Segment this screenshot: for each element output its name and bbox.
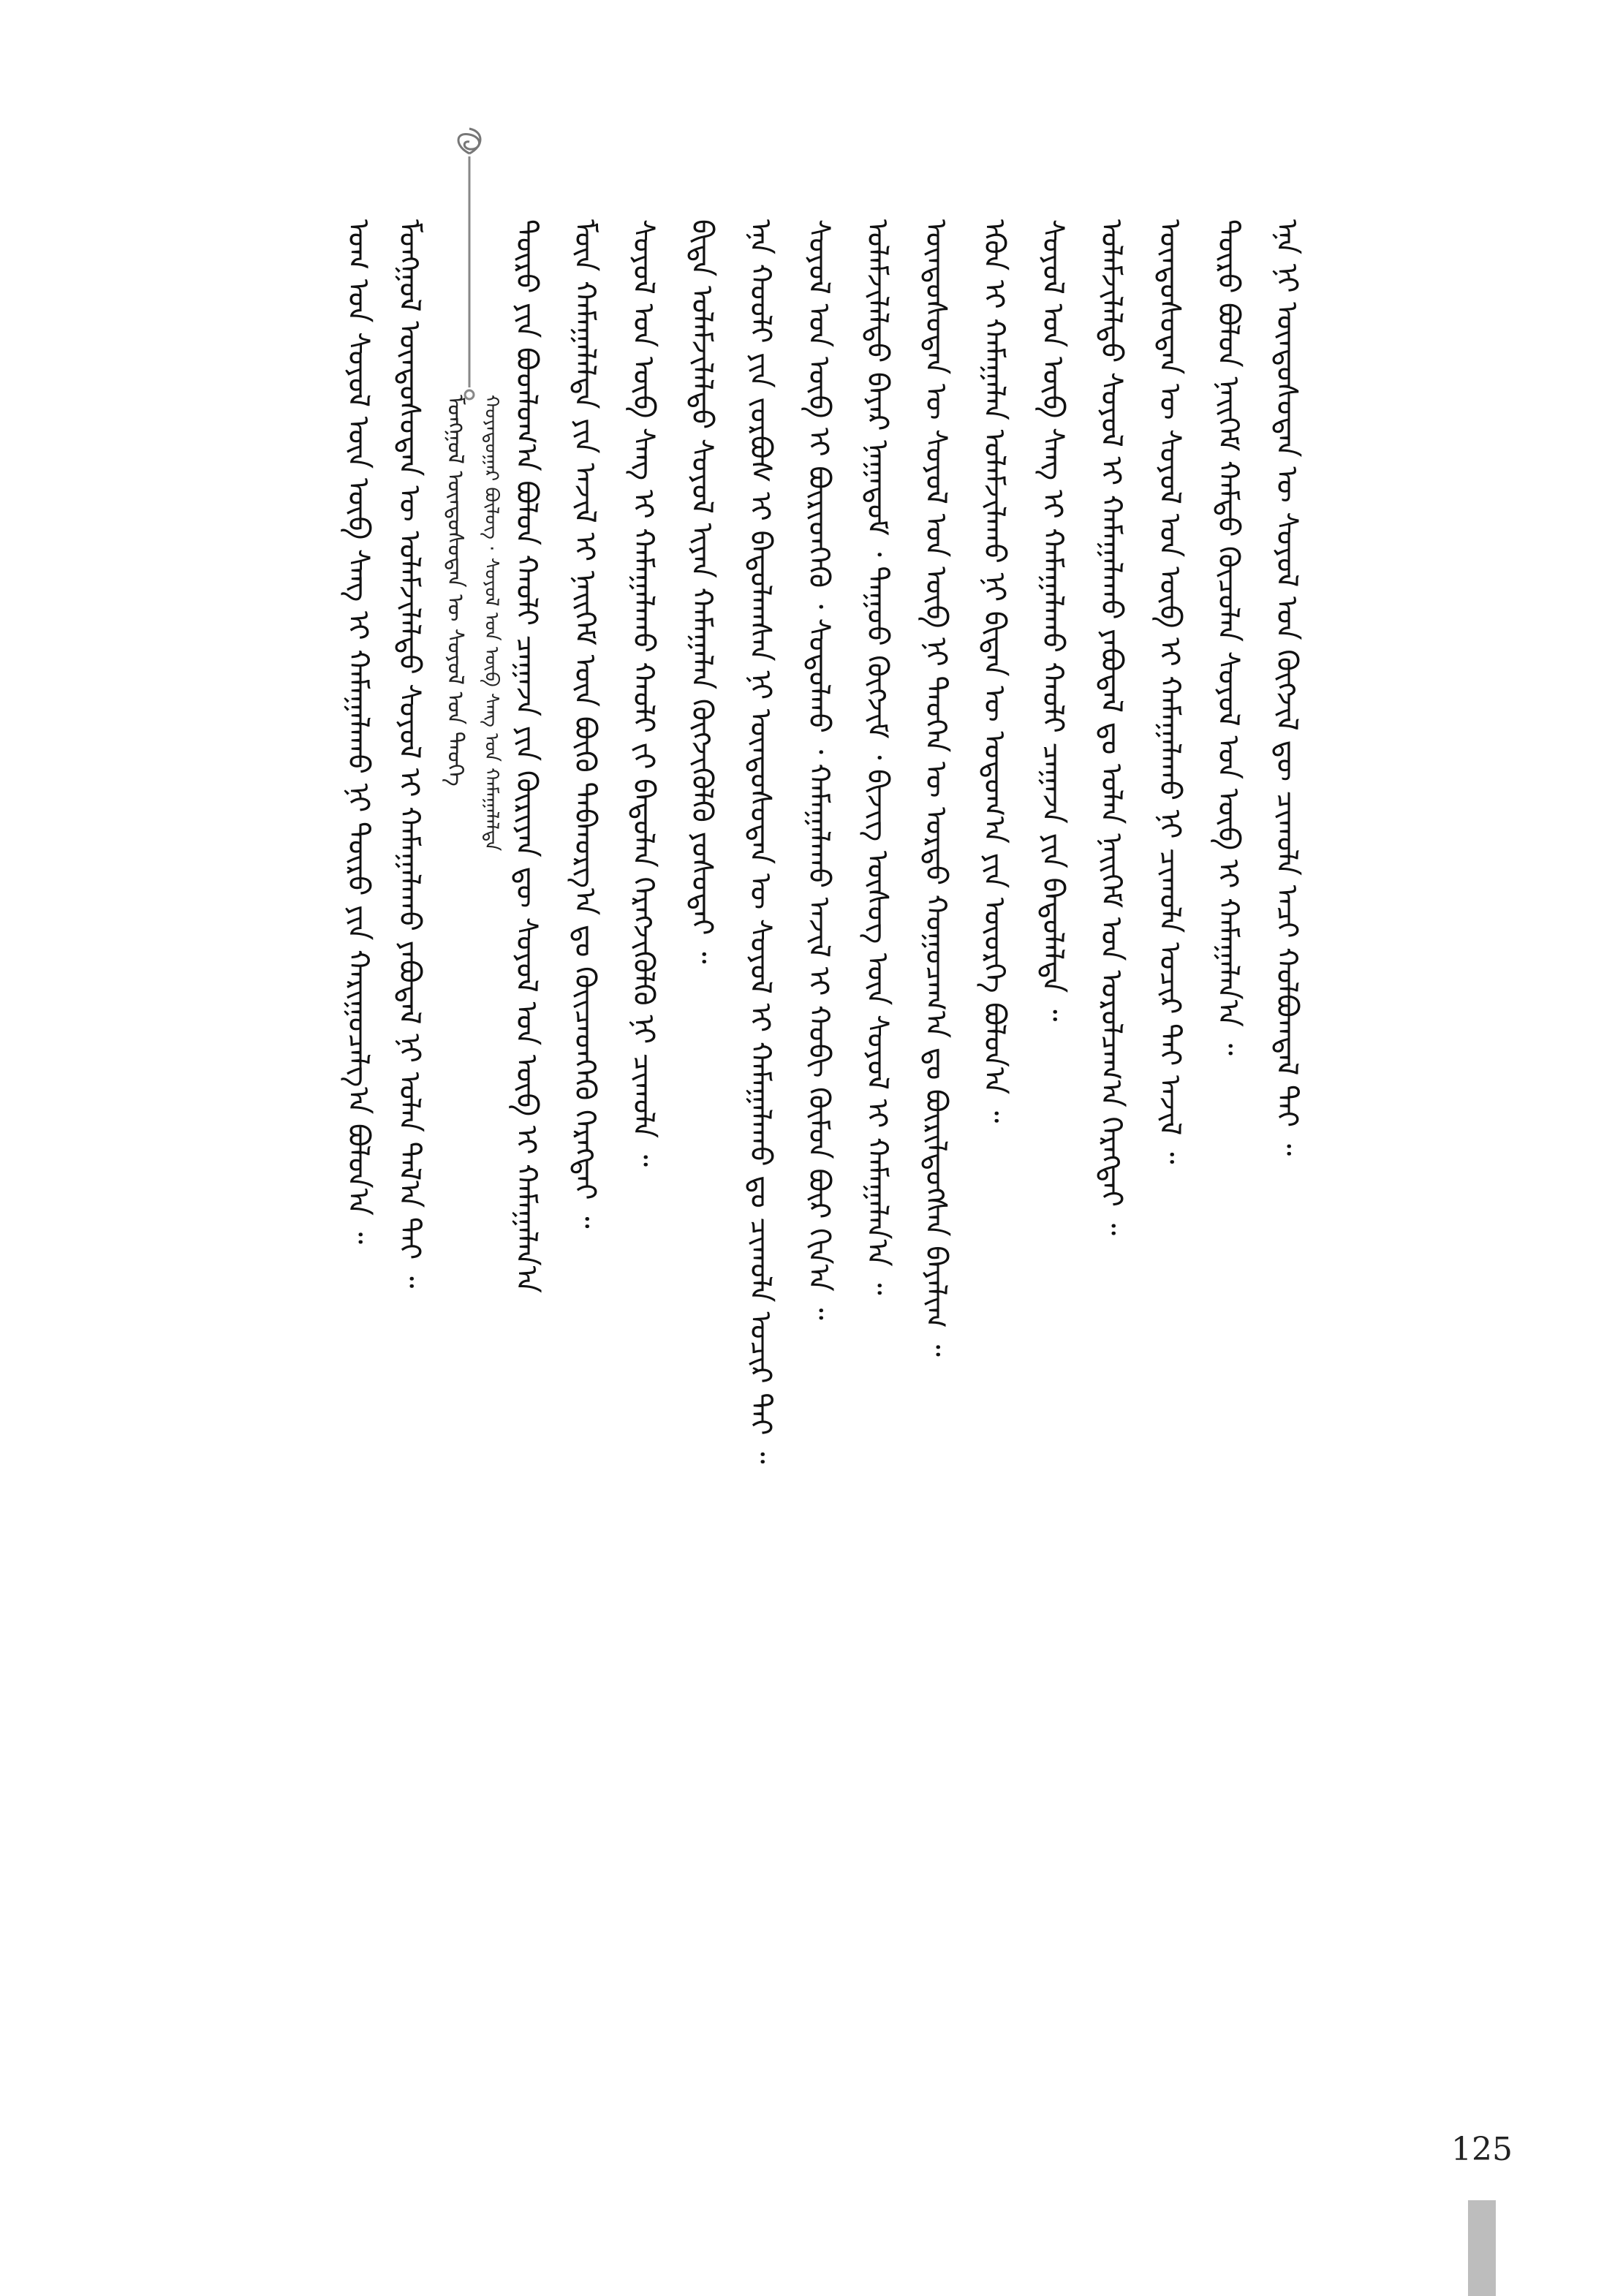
text-column: ᠡᠨᠡ ᠬᠤᠤᠯᠢ ᠶᠢᠨ ᠵᠤᠷᠪᠤᠰ ᠢ ᠪᠠᠲᠤᠯᠠᠭᠰᠠᠨ ᠨᠢ ᠦᠨᠳᠦᠰᠦᠲᠡᠨ ᠦ ᠰᠣᠶᠣᠯ ᠢ ᠬᠠᠮᠠᠭᠠᠯᠠᠬᠤ ᠳᠤ ᠴᠢᠬᠤᠯᠠ ᠤᠴᠢᠷ ᠲᠠᠢ ᠃: [744, 219, 777, 1464]
text-column: ᠤᠯᠠᠮᠵᠢᠯᠠᠯᠲᠤ ᠪᠠᠶᠠᠷ ᠨᠠᠭᠠᠳᠤᠮ ᠂ ᠳᠠᠭᠤᠤ ᠬᠥᠭᠵᠢᠮ ᠂ ᠪᠢᠵᠢᠭ ᠦᠰᠦᠭ ᠦᠨ ᠰᠣᠶᠣᠯ ᠢ ᠬᠠᠮᠠᠭᠠᠯᠠᠨ᠎ᠠ ᠃: [860, 219, 894, 1295]
text-column: ᠮᠥᠨ ᠬᠠᠮᠠᠭᠠᠯᠠᠯᠲᠠ ᠶᠢᠨ ᠠᠵᠢᠯ ᠢ ᠨᠡᠢᠭᠡᠮ ᠦᠨ ᠪᠦᠬᠦ ᠳᠠᠪᠬᠤᠷᠭ᠎ᠠ ᠳᠤ ᠭᠦᠢᠴᠡᠳᠭᠡᠬᠦ ᠬᠡᠷᠡᠭᠲᠡᠢ ᠃: [568, 219, 602, 1229]
text-column: ᠦᠨᠳᠦᠰᠦᠲᠡᠨ ᠦ ᠰᠣᠶᠣᠯ ᠤᠨ ᠥᠪ ᠢ ᠬᠠᠮᠠᠭᠠᠯᠠᠬᠤ ᠨᠢ ᠴᠢᠬᠤᠯᠠ ᠤᠴᠢᠷ ᠲᠠᠢ ᠠᠵᠢᠯ ᠃: [1153, 219, 1187, 1164]
chapter-title: ᠬᠣᠶᠠᠳᠤᠭᠠᠷ ᠪᠦᠯᠦᠭ · ᠰᠣᠶᠣᠯ ᠤᠨ ᠥᠪ ᠰᠠᠩ ᠤᠨ ᠬᠠᠮᠠᠭᠠᠯᠠᠯᠲᠠ: [480, 395, 502, 852]
text-column: ᠤᠭ ᠤᠨ ᠰᠣᠶᠣᠯ ᠦᠨ ᠥᠪ ᠰᠠᠩ ᠢ ᠬᠠᠮᠠᠭᠠᠯᠠᠬᠤ ᠨᠢ ᠲᠥᠷᠥ ᠶᠢᠨ ᠬᠠᠷᠢᠭᠤᠴᠠᠯᠭ᠎ᠠ ᠪᠣᠯᠤᠨ᠎ᠠ ᠃: [341, 219, 375, 1244]
text-column: ᠰᠣᠶᠣᠯ ᠤᠨ ᠥᠪ ᠢ ᠪᠦᠷᠢᠳᠬᠡᠬᠦ ᠂ ᠰᠤᠳᠤᠯᠬᠤ ᠂ ᠬᠠᠮᠠᠭᠠᠯᠠᠬᠤ ᠠᠵᠢᠯ ᠢ ᠬᠤᠪᠢ ᠬᠦᠮᠦᠨ ᠪᠦᠷ ᠬᠢᠨ᠎ᠠ ᠃: [802, 219, 836, 1320]
book-title: ᠮᠣᠩᠭᠣᠯ ᠦᠨᠳᠦᠰᠦᠲᠡᠨ ᠦ ᠰᠣᠶᠣᠯ ᠤᠨ ᠲᠡᠦᠬᠡ: [442, 395, 468, 787]
text-column: ᠡᠨᠡ ᠨᠢ ᠦᠨᠳᠦᠰᠦᠲᠡᠨ ᠦ ᠰᠣᠶᠣᠯ ᠤᠨ ᠬᠥᠭᠵᠢᠯ ᠳᠦ ᠴᠢᠬᠤᠯᠠ ᠠᠴᠢ ᠬᠣᠯᠪᠣᠭᠳᠠᠯ ᠲᠠᠢ ᠃: [1270, 219, 1304, 1156]
text-column: ᠰᠣᠶᠣᠯ ᠤᠨ ᠥᠪ ᠰᠠᠩ ᠢ ᠬᠠᠮᠠᠭᠠᠯᠠᠬᠤ ᠬᠠᠤᠯᠢ ᠴᠠᠭᠠᠵᠠ ᠶᠢᠨ ᠪᠠᠲᠤᠯᠠᠯᠲᠠ ᠃: [1036, 219, 1070, 1022]
page-number: 125: [1451, 2131, 1513, 2168]
text-column: ᠪᠢᠳᠡ ᠤᠯᠠᠮᠵᠢᠯᠠᠯᠲᠤ ᠰᠣᠶᠣᠯ ᠢᠶᠠᠨ ᠬᠠᠮᠠᠭᠠᠯᠠᠨ ᠬᠥᠭᠵᠢᠭᠦᠯᠬᠦ ᠶᠣᠰᠣᠲᠠᠢ ᠃: [685, 219, 719, 964]
text-column: ᠲᠥᠷᠥ ᠶᠢᠨ ᠪᠣᠳᠯᠣᠭ᠎ᠠ ᠪᠣᠯᠤᠨ ᠬᠠᠤᠯᠢ ᠴᠠᠭᠠᠵᠠ ᠶᠢᠨ ᠬᠦᠷᠢᠶᠡᠨ ᠳᠦ ᠰᠣᠶᠣᠯ ᠤᠨ ᠥᠪ ᠢ ᠬᠠᠮᠠᠭᠠᠯᠠᠨ᠎ᠠ: [510, 219, 543, 1293]
text-column: ᠮᠣᠩᠭᠣᠯ ᠦᠨᠳᠦᠰᠦᠲᠡᠨ ᠦ ᠤᠯᠠᠮᠵᠢᠯᠠᠯᠲᠤ ᠰᠣᠶᠣᠯ ᠢ ᠬᠠᠮᠠᠭᠠᠯᠠᠬᠤ ᠶᠠᠪᠤᠳᠠᠯ ᠨᠢ ᠣᠯᠠᠨ ᠲᠠᠯ᠎ᠠ ᠲᠠᠢ ᠃: [393, 219, 426, 1289]
text-column: ᠲᠥᠷᠥ ᠪᠣᠯᠤᠨ ᠨᠡᠢᠭᠡᠮ ᠬᠠᠮᠲᠤ ᠬᠦᠴᠦᠯᠡᠨ ᠰᠣᠶᠣᠯ ᠤᠨ ᠥᠪ ᠢ ᠬᠠᠮᠠᠭᠠᠯᠠᠨ᠎ᠠ ᠃: [1211, 219, 1245, 1056]
text-column: ᠦᠨᠳᠦᠰᠦᠲᠡᠨ ᠦ ᠰᠣᠶᠣᠯ ᠤᠨ ᠥᠪ ᠨᠢ ᠲᠡᠦᠬᠡᠨ ᠦ ᠤᠷᠲᠤ ᠬᠤᠭᠤᠴᠠᠭ᠎ᠠ ᠳᠤ ᠪᠦᠷᠢᠯᠳᠦᠭᠰᠡᠨ ᠪᠠᠶᠠᠯᠢᠭ ᠃: [919, 219, 953, 1357]
text-column: ᠰᠣᠶᠣᠯ ᠤᠨ ᠥᠪ ᠰᠠᠩ ᠢ ᠬᠠᠮᠠᠭᠠᠯᠠᠬᠤ ᠬᠠᠤᠯᠢ ᠵᠢ ᠪᠠᠲᠤᠯᠠᠨ ᠬᠡᠷᠡᠭᠵᠢᠭᠦᠯᠬᠦ ᠨᠢ ᠴᠢᠬᠤᠯᠠ ᠃: [627, 219, 660, 1167]
thumb-tab: [1468, 2200, 1496, 2296]
text-column: ᠡᠭᠦᠨ ᠢ ᠬᠠᠮᠠᠭᠠᠯᠠᠨ ᠤᠯᠠᠮᠵᠢᠯᠠᠬᠤ ᠨᠢ ᠪᠢᠳᠡᠨ ᠦ ᠤᠳᠤᠭ᠎ᠠ ᠶᠢᠨ ᠦᠦᠷᠭᠡ ᠪᠣᠯᠤᠨ᠎ᠠ ᠃: [977, 219, 1011, 1124]
text-column: ᠤᠯᠠᠮᠵᠢᠯᠠᠯᠲᠤ ᠰᠣᠶᠣᠯ ᠢ ᠬᠠᠮᠠᠭᠠᠯᠠᠬᠤ ᠶᠠᠪᠤᠳᠠᠯ ᠳᠤ ᠣᠯᠠᠨ ᠨᠡᠢᠭᠡᠮ ᠤᠨ ᠣᠷᠣᠯᠴᠠᠭ᠎ᠠ ᠬᠡᠷᠡᠭᠲᠡᠢ ᠃: [1094, 219, 1128, 1236]
